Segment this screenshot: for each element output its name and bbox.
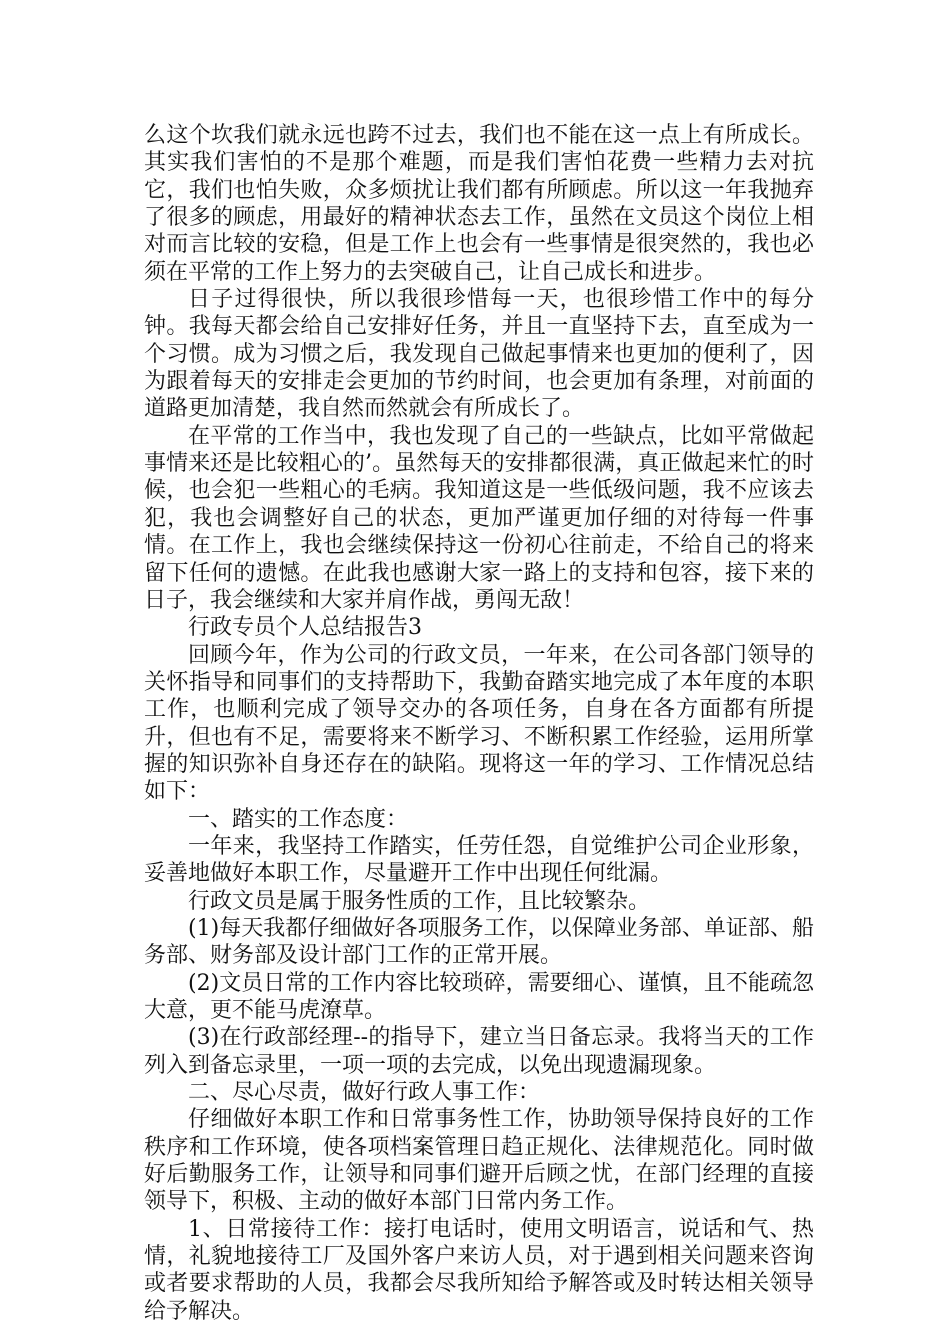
list-item: (1)每天我都仔细做好各项服务工作，以保障业务部、单证部、船务部、财务部及设计部门工作的正常开展。 xyxy=(144,915,814,969)
section-heading: 二、尽心尽责，做好行政人事工作： xyxy=(188,1080,541,1106)
paragraph: 1、日常接待工作：接打电话时，使用文明语言，说话和气、热情，礼貌地接待工厂及国外客户来访人员，对于遇到相关问题来咨询或者要求帮助的人员，我都会尽我所知给予解答或及时转达相关领导给予解决。 xyxy=(144,1216,814,1324)
list-item: (3)在行政部经理--的指导下，建立当日备忘录。我将当天的工作列入到备忘录里，一项一项的去完成，以免出现遗漏现象。 xyxy=(144,1025,814,1078)
paragraph: 行政文员是属于服务性质的工作，且比较繁杂。 xyxy=(188,888,651,914)
list-item: (2)文员日常的工作内容比较琐碎，需要细心、谨慎，且不能疏忽大意，更不能马虎潦草。 xyxy=(144,970,814,1023)
document-body xyxy=(144,122,814,1325)
paragraph: 回顾今年，作为公司的行政文员，一年来，在公司各部门领导的关怀指导和同事们的支持帮助下，我勤奋踏实地完成了本年度的本职工作，也顺利完成了领导交办的各项任务，自身在各方面都有所提升，但也有不足，需要将来不断学习、不断积累工作经验，运用所掌握的知识弥补自身还存在的缺陷。现将这一年的学习、工作情况总结如下： xyxy=(144,642,814,805)
paragraph: 仔细做好本职工作和日常事务性工作，协助领导保持良好的工作秩序和工作环境，使各项档案管理日趋正规化、法律规范化。同时做好后勤服务工作，让领导和同事们避开后顾之忧，在部门经理的直接领导下，积极、主动的做好本部门日常内务工作。 xyxy=(144,1107,814,1215)
paragraph: 在平常的工作当中，我也发现了自己的一些缺点，比如平常做起事情来还是比较粗心的’。虽然每天的安排都很满，真正做起来忙的时候，也会犯一些粗心的毛病。我知道这是一些低级问题，我不应该去犯，我也会调整好自己的状态，更加严谨更加仔细的对待每一件事情。在工作上，我也会继续保持这一份初心往前走，不给自己的将来留下任何的遗憾。在此我也感谢大家一路上的支持和包容，接下来的日子，我会继续和大家并肩作战，勇闯无敌！ xyxy=(144,423,814,613)
paragraph: 么这个坎我们就永远也跨不过去，我们也不能在这一点上有所成长。其实我们害怕的不是那个难题，而是我们害怕花费一些精力去对抗它，我们也怕失败，众多烦扰让我们都有所顾虑。所以这一年我抛弃了很多的顾虑，用最好的精神状态去工作，虽然在文员这个岗位上相对而言比较的安稳，但是工作上也会有一些事情是很突然的，我也必须在平常的工作上努力的去突破自己，让自己成长和进步。 xyxy=(144,123,814,285)
paragraph: 日子过得很快，所以我很珍惜每一天，也很珍惜工作中的每分钟。我每天都会给自己安排好任务，并且一直坚持下去，直至成为一个习惯。成为习惯之后，我发现自己做起事情来也更加的便利了，因为跟着每天的安排走会更加的节约时间，也会更加有条理，对前面的道路更加清楚，我自然而然就会有所成长了。 xyxy=(144,287,814,422)
section-heading: 一、踏实的工作态度： xyxy=(188,806,409,832)
section-heading: 行政专员个人总结报告3 xyxy=(188,615,422,641)
paragraph: 一年来，我坚持工作踏实，任劳任怨，自觉维护公司企业形象，妥善地做好本职工作，尽量避开工作中出现任何纰漏。 xyxy=(144,833,814,887)
